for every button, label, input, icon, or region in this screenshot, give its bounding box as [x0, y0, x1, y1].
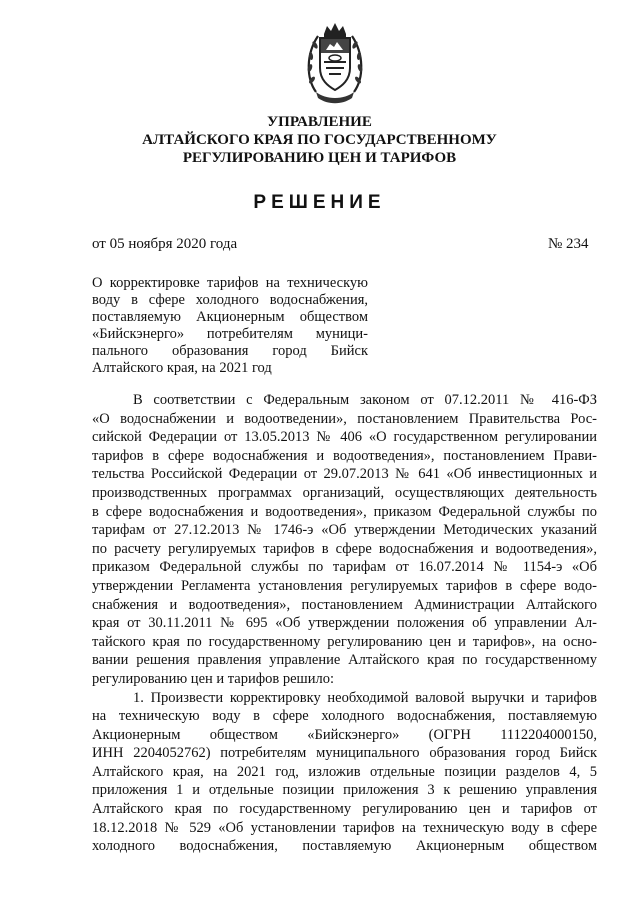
body-line: приложения 1 и отдельные позиции приложения 3 к решению управления [92, 782, 597, 799]
body-line: на техническую воду в сфере холодного водоснабжения, поставляемую [92, 708, 597, 725]
subject-line: Алтайского края, на 2021 год [92, 360, 272, 376]
body-line: «О водоснабжении и водоотведении», постановлением Правительства Рос- [92, 410, 597, 427]
body-line: тельства Российской Федерации от 29.07.2013 № 641 «Об инвестиционных и [92, 466, 597, 483]
authority-line-2: АЛТАЙСКОГО КРАЯ ПО ГОСУДАРСТВЕННОМУ [142, 132, 497, 148]
body-line: ИНН 2204052762) потребителям муниципального образования город Бийск [92, 745, 597, 762]
body-line: тарифов в сфере водоснабжения и водоотведения», постановлением Прави- [92, 447, 597, 464]
body-line: Акционерным обществом «Бийскэнерго» (ОГРН 1112204000150, [92, 726, 597, 743]
document-number: № 234 [548, 236, 589, 252]
body-line: утверждении Регламента установления регулируемых тарифов в сфере водо- [92, 577, 597, 594]
body-line: в сфере водоснабжения и водоотведения», приказом Федеральной службы по [92, 503, 597, 520]
body-line: вании решения правления управление Алтайского края по государственному [92, 652, 597, 669]
document-body [92, 391, 597, 856]
body-line: Алтайского края, на 2021 год, изложив отдельные позиции разделов 4, 5 [92, 763, 597, 780]
body-line: тайского края по государственному регулированию цен и тарифов», на осно- [92, 633, 597, 650]
subject-line: поставляемую Акционерным обществом [92, 309, 368, 325]
body-line: края от 30.11.2011 № 695 «Об утверждении положения об управлении Ал- [92, 615, 597, 632]
subject-line: «Бийскэнерго» потребителям муници- [92, 326, 368, 342]
subject-line: воду в сфере холодного водоснабжения, [92, 292, 368, 308]
body-line: приказом Федеральной службы по тарифам от 16.07.2014 № 1154-э «Об [92, 559, 597, 576]
body-line: В соответствии с Федеральным законом от 07.12.2011 № 416-ФЗ [133, 392, 597, 408]
document-date: от 05 ноября 2020 года [92, 236, 238, 252]
body-line: снабжения и водоотведения», постановлением Администрации Алтайского [92, 596, 597, 613]
body-line: 1. Произвести корректировку необходимой валовой выручки и тарифов [133, 689, 597, 706]
altai-krai-coat-of-arms-icon [302, 18, 368, 108]
body-line: по расчету регулируемых тарифов в сфере водоснабжения и водоотведения», [92, 540, 597, 557]
body-line: регулированию цен и тарифов решило: [92, 670, 334, 687]
body-line: холодного водоснабжения, поставляемую Акционерным обществом [92, 838, 597, 855]
body-line: сийской Федерации от 13.05.2013 № 406 «О государственном регулировании [92, 429, 597, 446]
authority-line-1: УПРАВЛЕНИЕ [267, 114, 372, 130]
document-title: РЕШЕНИЕ [253, 192, 386, 213]
body-line: производственных программах организаций, осуществляющих деятельность [92, 484, 597, 501]
body-line: Алтайского края по государственному регулированию цен и тарифов от [92, 801, 597, 818]
body-line: 18.12.2018 № 529 «Об установлении тарифов на техническую воду в сфере [92, 819, 597, 836]
subject-line: О корректировке тарифов на техническую [92, 275, 368, 291]
body-line: тарифам от 27.12.2013 № 1746-э «Об утверждении Методических указаний [92, 522, 597, 539]
document-subject [92, 275, 368, 377]
subject-line: пального образования город Бийск [92, 343, 368, 359]
authority-line-3: РЕГУЛИРОВАНИЮ ЦЕН И ТАРИФОВ [182, 150, 457, 166]
